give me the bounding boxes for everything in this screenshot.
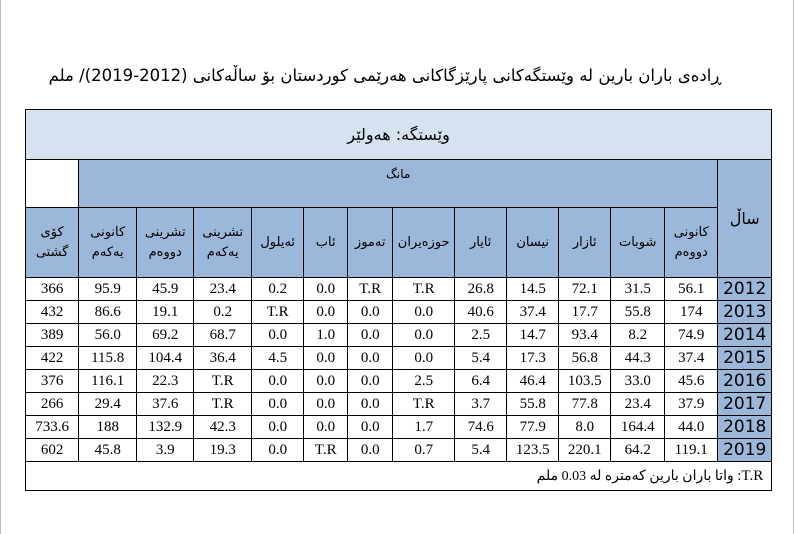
rainfall-value-cell: 56.0	[79, 324, 137, 347]
rainfall-value-cell: 116.1	[79, 370, 137, 393]
rainfall-value-cell: 0.0	[252, 416, 304, 439]
rainfall-value-cell: 0.0	[348, 439, 393, 462]
rainfall-value-cell: 4.5	[252, 347, 304, 370]
table-row	[26, 347, 772, 370]
table-row	[26, 370, 772, 393]
rainfall-value-cell: 0.0	[304, 393, 348, 416]
rainfall-value-cell: 0.0	[393, 301, 455, 324]
rainfall-value-cell: T.R	[304, 439, 348, 462]
rainfall-value-cell: 2.5	[455, 324, 507, 347]
rainfall-value-cell: 2.5	[393, 370, 455, 393]
month-header: تشرینی دووەم	[137, 208, 194, 278]
rainfall-value-cell: 19.3	[194, 439, 252, 462]
rainfall-table	[25, 109, 772, 491]
month-header: ئایار	[455, 208, 507, 278]
month-header: ئەیلول	[252, 208, 304, 278]
year-cell: 2013	[718, 301, 772, 324]
rainfall-value-cell: 0.0	[252, 324, 304, 347]
rainfall-value-cell: 5.4	[455, 439, 507, 462]
rainfall-value-cell: 0.0	[393, 324, 455, 347]
rainfall-value-cell: 132.9	[137, 416, 194, 439]
rainfall-value-cell: 45.6	[665, 370, 718, 393]
rainfall-value-cell: 0.0	[252, 439, 304, 462]
rainfall-value-cell: 115.8	[79, 347, 137, 370]
total-cell: 266	[26, 393, 79, 416]
footnote-text: واتا باران بارین کەمترە لە 0.03 ملم	[536, 468, 734, 484]
rainfall-value-cell: 0.0	[304, 347, 348, 370]
month-group-header: مانگ	[79, 160, 718, 208]
rainfall-value-cell: T.R	[348, 278, 393, 301]
table-title: ڕادەی باران بارین لە وێستگەکانی پارێزگاکانی هەرێمی کوردستان بۆ ساڵەکانی (2012-2019)/ ملم	[48, 66, 722, 85]
total-cell: 422	[26, 347, 79, 370]
month-header: ئاب	[304, 208, 348, 278]
rainfall-value-cell: 23.4	[611, 393, 665, 416]
rainfall-value-cell: 0.0	[304, 370, 348, 393]
year-cell: 2017	[718, 393, 772, 416]
table-row	[26, 278, 772, 301]
rainfall-value-cell: 8.0	[559, 416, 611, 439]
rainfall-value-cell: 44.3	[611, 347, 665, 370]
rainfall-value-cell: 44.0	[665, 416, 718, 439]
rainfall-value-cell: 6.4	[455, 370, 507, 393]
rainfall-value-cell: 29.4	[79, 393, 137, 416]
rainfall-value-cell: 5.4	[455, 347, 507, 370]
rainfall-value-cell: 68.7	[194, 324, 252, 347]
year-cell: 2012	[718, 278, 772, 301]
rainfall-value-cell: 74.9	[665, 324, 718, 347]
rainfall-value-cell: 1.7	[393, 416, 455, 439]
rainfall-value-cell: 95.9	[79, 278, 137, 301]
rainfall-value-cell: T.R	[393, 278, 455, 301]
rainfall-value-cell: 37.4	[507, 301, 559, 324]
month-header: تشرینی یەکەم	[194, 208, 252, 278]
rainfall-table-container	[25, 109, 771, 491]
rainfall-value-cell: 22.3	[137, 370, 194, 393]
month-header: کانونی یەکەم	[79, 208, 137, 278]
rainfall-value-cell: T.R	[252, 301, 304, 324]
month-header: حوزەیران	[393, 208, 455, 278]
month-header: تەموز	[348, 208, 393, 278]
rainfall-value-cell: 174	[665, 301, 718, 324]
table-row	[26, 301, 772, 324]
rainfall-value-cell: 164.4	[611, 416, 665, 439]
year-cell: 2015	[718, 347, 772, 370]
month-header: ئازار	[559, 208, 611, 278]
rainfall-value-cell: 0.0	[348, 416, 393, 439]
table-row	[26, 393, 772, 416]
total-cell: 733.6	[26, 416, 79, 439]
total-cell: 602	[26, 439, 79, 462]
left-border-line	[0, 0, 1, 534]
rainfall-value-cell: 188	[79, 416, 137, 439]
total-cell: 366	[26, 278, 79, 301]
rainfall-value-cell: 0.0	[348, 324, 393, 347]
rainfall-value-cell: 77.9	[507, 416, 559, 439]
rainfall-value-cell: 14.7	[507, 324, 559, 347]
rainfall-value-cell: 45.9	[137, 278, 194, 301]
rainfall-value-cell: 0.0	[252, 393, 304, 416]
rainfall-value-cell: 93.4	[559, 324, 611, 347]
rainfall-value-cell: 0.0	[348, 347, 393, 370]
rainfall-value-cell: 74.6	[455, 416, 507, 439]
rainfall-value-cell: 19.1	[137, 301, 194, 324]
footnote-label: T.R:	[737, 467, 764, 484]
rainfall-value-cell: 123.5	[507, 439, 559, 462]
rainfall-value-cell: 86.6	[79, 301, 137, 324]
rainfall-value-cell: 56.1	[665, 278, 718, 301]
rainfall-value-cell: 72.1	[559, 278, 611, 301]
rainfall-value-cell: 26.8	[455, 278, 507, 301]
rainfall-value-cell: 0.7	[393, 439, 455, 462]
rainfall-value-cell: 0.0	[348, 393, 393, 416]
rainfall-value-cell: 17.3	[507, 347, 559, 370]
rainfall-value-cell: 0.0	[252, 370, 304, 393]
rainfall-value-cell: 55.8	[507, 393, 559, 416]
year-cell: 2018	[718, 416, 772, 439]
rainfall-value-cell: 69.2	[137, 324, 194, 347]
rainfall-value-cell: 3.7	[455, 393, 507, 416]
rainfall-value-cell: 46.4	[507, 370, 559, 393]
rainfall-value-cell: 103.5	[559, 370, 611, 393]
total-cell: 376	[26, 370, 79, 393]
table-row	[26, 324, 772, 347]
rainfall-value-cell: 0.2	[194, 301, 252, 324]
station-header: وێستگە: هەولێر	[26, 110, 772, 160]
rainfall-value-cell: 45.8	[79, 439, 137, 462]
rainfall-value-cell: 33.0	[611, 370, 665, 393]
year-column-header: ساڵ	[718, 160, 772, 278]
rainfall-value-cell: 37.9	[665, 393, 718, 416]
month-header-row	[26, 208, 772, 278]
rainfall-value-cell: 3.9	[137, 439, 194, 462]
rainfall-value-cell: 31.5	[611, 278, 665, 301]
rainfall-value-cell: 14.5	[507, 278, 559, 301]
year-cell: 2016	[718, 370, 772, 393]
rainfall-value-cell: 1.0	[304, 324, 348, 347]
rainfall-value-cell: 23.4	[194, 278, 252, 301]
rainfall-value-cell: 0.0	[304, 416, 348, 439]
rainfall-value-cell: 0.0	[304, 278, 348, 301]
table-row	[26, 439, 772, 462]
month-header: کانونی دووەم	[665, 208, 718, 278]
total-column-header: کۆی گشتی	[26, 208, 79, 278]
month-header: شوبات	[611, 208, 665, 278]
rainfall-value-cell: T.R	[194, 370, 252, 393]
month-header: نیسان	[507, 208, 559, 278]
total-cell: 389	[26, 324, 79, 347]
rainfall-value-cell: 37.6	[137, 393, 194, 416]
year-cell: 2014	[718, 324, 772, 347]
rainfall-value-cell: 0.0	[348, 370, 393, 393]
rainfall-value-cell: 104.4	[137, 347, 194, 370]
rainfall-value-cell: 40.6	[455, 301, 507, 324]
footnote-row	[26, 462, 772, 491]
rainfall-value-cell: 220.1	[559, 439, 611, 462]
rainfall-value-cell: 77.8	[559, 393, 611, 416]
rainfall-value-cell: 0.0	[393, 347, 455, 370]
rainfall-value-cell: 64.2	[611, 439, 665, 462]
table-row	[26, 416, 772, 439]
empty-corner-cell	[26, 160, 79, 208]
rainfall-value-cell: 42.3	[194, 416, 252, 439]
year-cell: 2019	[718, 439, 772, 462]
rainfall-value-cell: T.R	[393, 393, 455, 416]
footnote	[26, 462, 772, 491]
rainfall-value-cell: 55.8	[611, 301, 665, 324]
rainfall-value-cell: 56.8	[559, 347, 611, 370]
rainfall-value-cell: 0.0	[348, 301, 393, 324]
rainfall-value-cell: 17.7	[559, 301, 611, 324]
total-cell: 432	[26, 301, 79, 324]
rainfall-value-cell: 8.2	[611, 324, 665, 347]
rainfall-value-cell: 37.4	[665, 347, 718, 370]
rainfall-value-cell: 36.4	[194, 347, 252, 370]
rainfall-value-cell: 0.2	[252, 278, 304, 301]
rainfall-value-cell: 0.0	[304, 301, 348, 324]
table-body	[26, 278, 772, 491]
rainfall-value-cell: T.R	[194, 393, 252, 416]
rainfall-value-cell: 119.1	[665, 439, 718, 462]
